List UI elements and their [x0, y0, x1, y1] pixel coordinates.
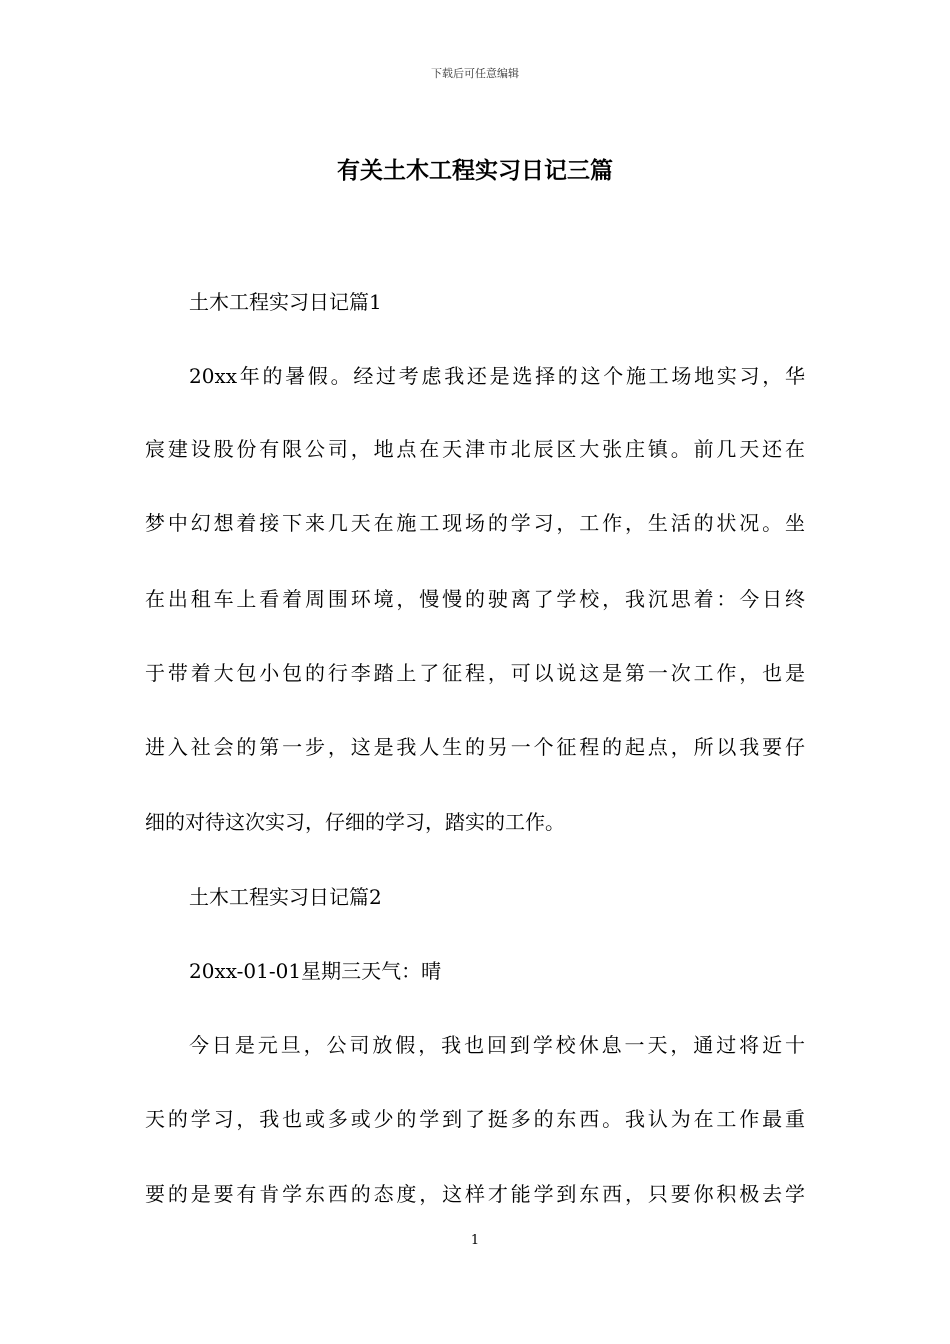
section-heading-2: 土木工程实习日记篇2: [189, 885, 382, 909]
paragraph-line: 20xx年的暑假。经过考虑我还是选择的这个施工场地实习，华: [189, 364, 805, 388]
paragraph-line: 进入社会的第一步，这是我人生的另一个征程的起点，所以我要仔: [145, 735, 805, 759]
paragraph-line: 天的学习，我也或多或少的学到了挺多的东西。我认为在工作最重: [145, 1107, 805, 1131]
paragraph-line: 要的是要有肯学东西的态度，这样才能学到东西，只要你积极去学: [145, 1182, 805, 1206]
page-header: 下载后可任意编辑: [431, 67, 519, 80]
paragraph-line: 宸建设股份有限公司，地点在天津市北辰区大张庄镇。前几天还在: [145, 437, 805, 461]
paragraph-line: 于带着大包小包的行李踏上了征程，可以说这是第一次工作，也是: [145, 661, 805, 685]
paragraph-line: 在出租车上看着周围环境，慢慢的驶离了学校，我沉思着：今日终: [145, 587, 805, 611]
page-number: 1: [470, 1233, 480, 1248]
section-heading-1: 土木工程实习日记篇1: [189, 290, 382, 314]
date-weather-line: 20xx-01-01星期三天气：晴: [189, 959, 442, 983]
paragraph-line: 梦中幻想着接下来几天在施工现场的学习，工作，生活的状况。坐: [145, 511, 805, 535]
paragraph-line: 细的对待这次实习，仔细的学习，踏实的工作。: [145, 810, 565, 834]
document-title: 有关土木工程实习日记三篇: [337, 157, 613, 184]
paragraph-line: 今日是元旦，公司放假，我也回到学校休息一天，通过将近十: [189, 1033, 805, 1057]
